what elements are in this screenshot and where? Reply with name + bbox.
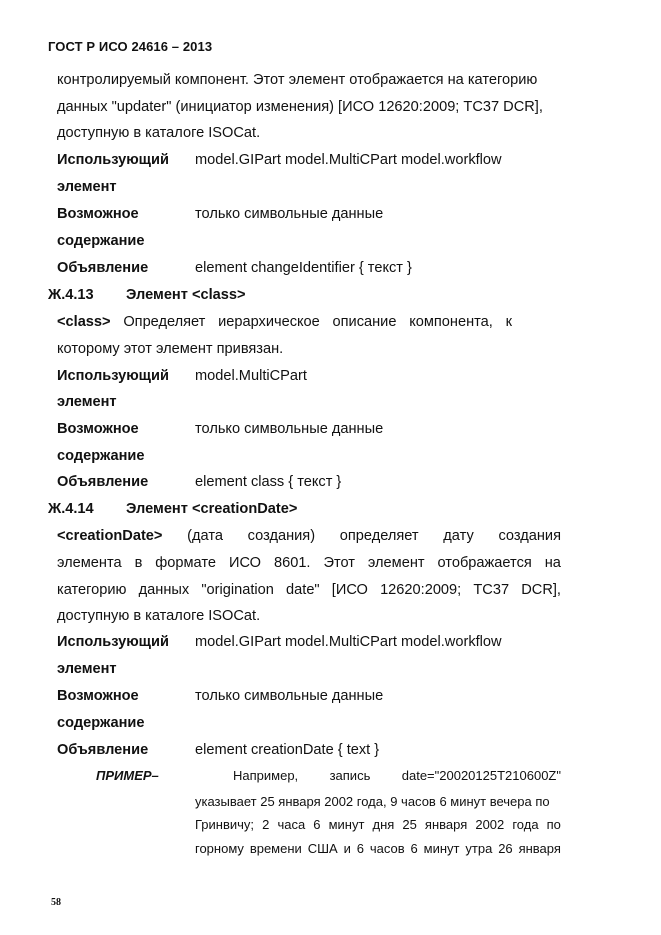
example-line-2: указывает 25 января 2002 года, 9 часов 6 минут вечера по [195,794,550,809]
creationdate-definition-line-1 [57,527,561,545]
word: США [307,841,338,856]
word: минут [328,817,365,832]
declaration-term: Объявление [57,742,149,758]
word: date" [286,582,320,598]
word: компонента, [409,314,493,330]
word: элемент [367,555,425,571]
content-term: Возможное [57,206,139,222]
used-by-value: model.GIPart model.MultiCPart model.workflow [195,634,502,650]
word: отображается [437,555,532,571]
used-by-term: Использующий [57,634,169,650]
declaration-value: element changeIdentifier { текст } [195,260,412,276]
word: определяет [339,528,419,544]
standard-header: ГОСТ Р ИСО 24616 – 2013 [48,39,213,54]
section-title: Элемент <creationDate> [126,501,298,517]
declaration-value: element creationDate { text } [195,742,380,758]
section-number: Ж.4.13 [48,287,94,303]
word: 8601. [273,555,311,571]
word: (дата [187,528,223,544]
declaration-term: Объявление [57,260,149,276]
word: минут [423,841,460,856]
used-by-term-cont: элемент [57,394,117,410]
word: времени [249,841,302,856]
word: 6 [356,841,364,856]
example-label: ПРИМЕР– [96,768,159,783]
creationdate-definition-line-3 [57,581,561,599]
word: января [424,817,468,832]
used-by-term-cont: элемент [57,179,117,195]
example-line-3 [195,816,561,833]
word: Этот [323,555,355,571]
word: категорию [57,582,127,598]
word: 2002 [475,817,505,832]
intro-line-1: контролируемый компонент. Этот элемент отображается на категорию [57,72,538,88]
example-line-4 [195,840,561,857]
word: создания) [247,528,316,544]
word: DCR], [521,582,561,598]
content-term: Возможное [57,421,139,437]
word: Определяет [123,314,206,330]
class-definition-line-1 [57,313,512,331]
word: января [518,841,561,856]
intro-line-3: доступную в каталоге ISOCat. [57,125,261,141]
word: 6 [410,841,418,856]
content-value: только символьные данные [195,206,384,222]
content-term: Возможное [57,688,139,704]
section-number: Ж.4.14 [48,501,94,517]
word: дня [372,817,395,832]
intro-line-2: данных "updater" (инициатор изменения) [ИСО 12620:2009; ТС37 DCR], [57,99,543,115]
creationdate-definition-line-2 [57,554,561,572]
element-tag: <class> [57,314,111,330]
word: запись [329,768,371,783]
word: ТС37 [473,582,510,598]
declaration-value: element class { текст } [195,474,342,490]
used-by-value: model.MultiCPart [195,368,307,384]
word: date="20020125T210600Z" [401,768,561,783]
word: описание [332,314,397,330]
word: элемента [57,555,122,571]
word: [ИСО [331,582,368,598]
content-value: только символьные данные [195,688,384,704]
word: часа [277,817,306,832]
used-by-term-cont: элемент [57,661,117,677]
word: "origination [201,582,274,598]
declaration-term: Объявление [57,474,149,490]
word: формате [155,555,216,571]
word: создания [498,528,561,544]
word: года [512,817,539,832]
word: 6 [313,817,321,832]
word: по [546,817,561,832]
word: к [505,314,512,330]
word: утра [465,841,493,856]
word: Гринвичу; [195,817,255,832]
creationdate-definition-line-4: доступную в каталоге ISOCat. [57,608,261,624]
class-definition-line-2: которому этот элемент привязан. [57,341,284,357]
word: данных [138,582,190,598]
used-by-term: Использующий [57,152,169,168]
used-by-term: Использующий [57,368,169,384]
section-title: Элемент <class> [126,287,246,303]
section-heading-class [48,286,246,304]
word: иерархическое [218,314,320,330]
page-number: 58 [51,897,61,908]
word: 2 [262,817,270,832]
word: 12620:2009; [380,582,462,598]
example-line-1 [195,767,561,784]
word: 25 [402,817,417,832]
word: Например, [233,768,299,783]
word: в [134,555,143,571]
word: горному [195,841,244,856]
word: и [343,841,351,856]
element-tag: <creationDate> [57,528,163,544]
word: на [544,555,561,571]
used-by-value: model.GIPart model.MultiCPart model.workflow [195,152,502,168]
word: часов [369,841,405,856]
word: ИСО [228,555,262,571]
section-heading-creationdate [48,500,297,518]
content-term-cont: содержание [57,233,145,249]
word: дату [443,528,474,544]
word: 26 [498,841,513,856]
content-term-cont: содержание [57,448,145,464]
content-term-cont: содержание [57,715,145,731]
content-value: только символьные данные [195,421,384,437]
